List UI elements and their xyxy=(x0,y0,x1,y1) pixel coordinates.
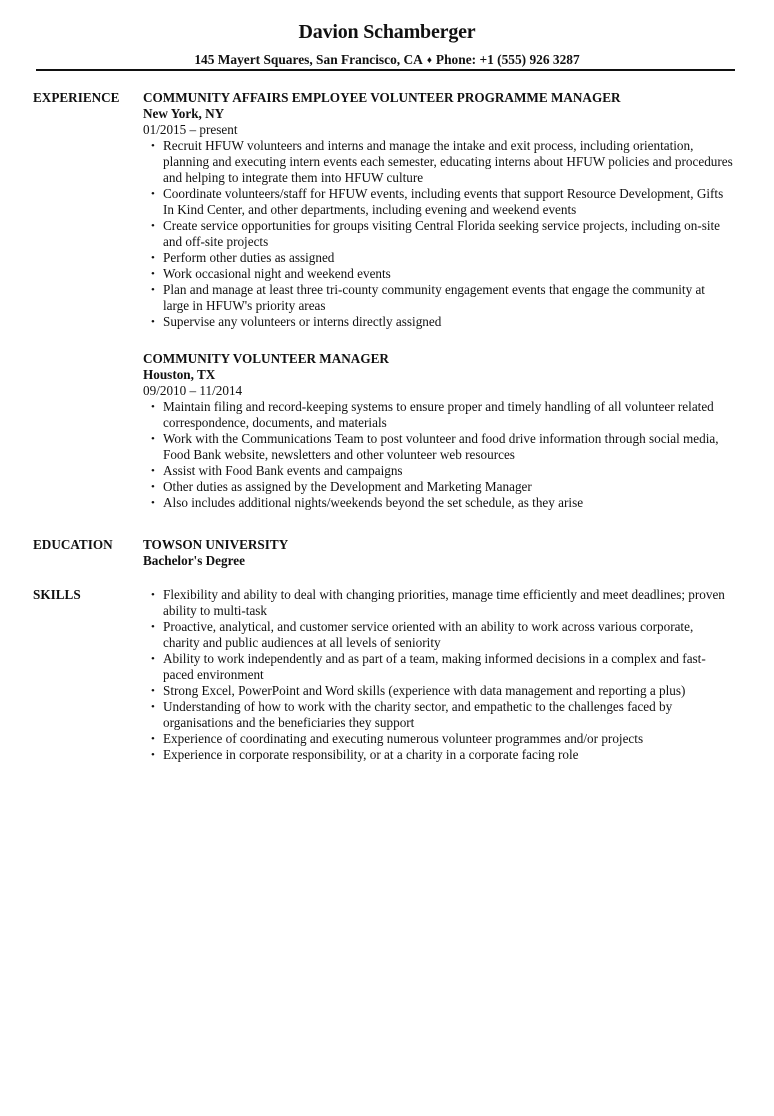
resume-header xyxy=(0,19,774,69)
phone: Phone: +1 (555) 926 3287 xyxy=(435,52,580,67)
bullet-icon: • xyxy=(151,140,155,152)
skill-text: Experience of coordinating and executing numerous volunteer programmes and/or projects xyxy=(163,731,644,746)
bullet-text: Work occasional night and weekend events xyxy=(163,266,391,281)
skill-item xyxy=(151,699,743,731)
bullet-icon: • xyxy=(151,621,155,633)
contact-line xyxy=(0,52,774,69)
job-location: New York, NY xyxy=(143,106,225,121)
job-title: COMMUNITY AFFAIRS EMPLOYEE VOLUNTEER PROGRAMME MANAGER xyxy=(143,90,621,105)
bullet-icon: • xyxy=(151,749,155,761)
school-name: TOWSON UNIVERSITY xyxy=(143,537,289,552)
diamond-icon: ♦ xyxy=(426,55,432,66)
education-body xyxy=(143,537,743,569)
skill-item xyxy=(151,747,743,763)
section-label-education: EDUCATION xyxy=(33,537,113,552)
job-dates: 09/2010 – 11/2014 xyxy=(143,383,243,398)
bullet-text: Recruit HFUW volunteers and interns and manage the intake and exit process, including orientation, planning and executing intern events each semester, educating interns about HFUW policies and procedures and helping to integrate them into HFUW culture xyxy=(163,138,733,185)
bullet-item xyxy=(151,479,743,495)
bullet-icon: • xyxy=(151,401,155,413)
job-entry xyxy=(143,90,743,330)
bullet-item xyxy=(151,463,743,479)
bullet-icon: • xyxy=(151,465,155,477)
section-label-skills: SKILLS xyxy=(33,587,81,602)
bullet-icon: • xyxy=(151,252,155,264)
bullet-text: Also includes additional nights/weekends beyond the set schedule, as they arise xyxy=(163,495,584,510)
bullet-item xyxy=(151,266,743,282)
skill-text: Proactive, analytical, and customer service oriented with an ability to work across various corporate, charity and public audiences at all levels of seniority xyxy=(163,619,694,650)
bullet-item xyxy=(151,431,743,463)
skill-item xyxy=(151,619,743,651)
bullet-text: Coordinate volunteers/staff for HFUW events, including events that support Resource Development, Gifts In Kind Center, and other departments, including evening and weekend events xyxy=(163,186,724,217)
bullet-text: Plan and manage at least three tri-county community engagement events that engage the community at large in HFUW's priority areas xyxy=(163,282,705,313)
skill-text: Ability to work independently and as part of a team, making informed decisions in a complex and fast-paced environment xyxy=(163,651,706,682)
candidate-name: Davion Schamberger xyxy=(298,21,476,43)
skill-item xyxy=(151,683,743,699)
bullet-item xyxy=(151,495,743,511)
degree: Bachelor's Degree xyxy=(143,553,245,568)
bullet-icon: • xyxy=(151,653,155,665)
section-label-experience: EXPERIENCE xyxy=(33,90,120,105)
skill-item xyxy=(151,587,743,619)
job-entry xyxy=(143,351,743,511)
bullet-item xyxy=(151,138,743,186)
bullet-text: Work with the Communications Team to post volunteer and food drive information through social media, Food Bank website, newsletters and other volunteer web resources xyxy=(163,431,719,462)
bullet-icon: • xyxy=(151,433,155,445)
bullet-icon: • xyxy=(151,701,155,713)
header-divider xyxy=(36,69,735,71)
bullet-icon: • xyxy=(151,268,155,280)
skills-list xyxy=(143,587,743,763)
skill-item xyxy=(151,651,743,683)
skill-text: Experience in corporate responsibility, or at a charity in a corporate facing role xyxy=(163,747,579,762)
bullet-icon: • xyxy=(151,481,155,493)
skills-body xyxy=(143,587,743,763)
bullet-item xyxy=(151,399,743,431)
bullet-icon: • xyxy=(151,284,155,296)
skill-text: Understanding of how to work with the charity sector, and empathetic to the challenges faced by organisations and the beneficiaries they support xyxy=(163,699,673,730)
job-dates: 01/2015 – present xyxy=(143,122,238,137)
bullet-text: Assist with Food Bank events and campaigns xyxy=(163,463,403,478)
bullet-item xyxy=(151,250,743,266)
bullet-text: Create service opportunities for groups visiting Central Florida seeking service projects, including on-site and off-site projects xyxy=(163,218,721,249)
bullet-item xyxy=(151,186,743,218)
bullet-text: Other duties as assigned by the Development and Marketing Manager xyxy=(163,479,532,494)
bullet-icon: • xyxy=(151,589,155,601)
bullet-item xyxy=(151,282,743,314)
skill-item xyxy=(151,731,743,747)
experience-body xyxy=(143,90,743,511)
bullet-icon: • xyxy=(151,497,155,509)
bullet-text: Perform other duties as assigned xyxy=(163,250,335,265)
bullet-item xyxy=(151,314,743,330)
bullet-text: Supervise any volunteers or interns directly assigned xyxy=(163,314,442,329)
skill-text: Strong Excel, PowerPoint and Word skills (experience with data management and reporting a plus) xyxy=(163,683,686,698)
job-title: COMMUNITY VOLUNTEER MANAGER xyxy=(143,351,389,366)
address: 145 Mayert Squares, San Francisco, CA xyxy=(194,52,423,67)
job-bullets xyxy=(143,138,743,330)
bullet-icon: • xyxy=(151,188,155,200)
bullet-icon: • xyxy=(151,220,155,232)
skill-text: Flexibility and ability to deal with changing priorities, manage time efficiently and meet deadlines; proven ability to multi-task xyxy=(163,587,725,618)
job-location: Houston, TX xyxy=(143,367,216,382)
bullet-icon: • xyxy=(151,316,155,328)
bullet-text: Maintain filing and record-keeping systems to ensure proper and timely handling of all volunteer related correspondence, documents, and materials xyxy=(163,399,714,430)
bullet-item xyxy=(151,218,743,250)
bullet-icon: • xyxy=(151,733,155,745)
job-bullets xyxy=(143,399,743,511)
bullet-icon: • xyxy=(151,685,155,697)
